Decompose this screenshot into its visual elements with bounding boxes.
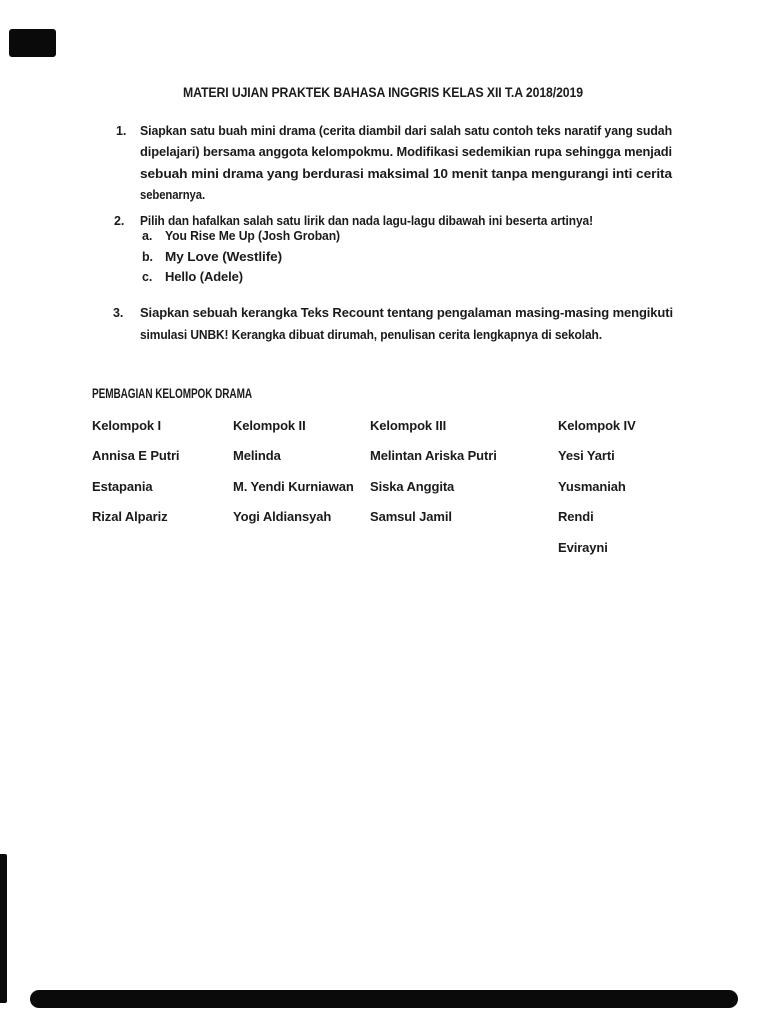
group-3-header: Kelompok III [370, 418, 447, 433]
list-item-1-line-2: dipelajari) bersama anggota kelompokmu. Modifikasi sedemikian rupa sehingga menjadi [140, 145, 672, 160]
group-2-header: Kelompok II [233, 418, 306, 433]
song-item-a: You Rise Me Up (Josh Groban) [165, 229, 341, 243]
group-1-member-2: Estapania [92, 479, 153, 494]
group-1-member-3: Rizal Alpariz [92, 509, 168, 524]
group-1-header: Kelompok I [92, 418, 162, 433]
list-item-3 [140, 303, 673, 347]
list-number-3: 3. [113, 306, 124, 320]
list-item-3-line-2: simulasi UNBK! Kerangka dibuat dirumah, penulisan cerita lengkapnya di sekolah. [140, 327, 603, 342]
group-4-member-4: Evirayni [558, 540, 608, 555]
list-number-2: 2. [114, 214, 125, 228]
group-4-member-2: Yusmaniah [558, 479, 626, 494]
group-4-header: Kelompok IV [558, 418, 636, 433]
song-item-b: My Love (Westlife) [165, 249, 283, 264]
list-item-1-line-1: Siapkan satu buah mini drama (cerita diambil dari salah satu contoh teks naratif yang sudah [140, 124, 673, 138]
list-item-1-line-4: sebenarnya. [140, 187, 205, 202]
list-item-3-line-1: Siapkan sebuah kerangka Teks Recount tentang pengalaman masing-masing mengikuti [140, 306, 673, 320]
groups-heading: PEMBAGIAN KELOMPOK DRAMA [92, 386, 252, 401]
list-item-1 [140, 121, 679, 206]
list-number-1: 1. [116, 124, 127, 138]
group-2-member-1: Melinda [233, 448, 281, 463]
group-1-member-1: Annisa E Putri [92, 448, 180, 463]
group-3-member-3: Samsul Jamil [370, 509, 452, 524]
document-title [183, 82, 624, 103]
group-4-member-3: Rendi [558, 509, 594, 524]
scan-artifact-left-edge [0, 854, 7, 1003]
list-item-1-line-3: sebuah mini drama yang berdurasi maksimal 10 menit tanpa mengurangi inti cerita [140, 166, 673, 181]
list-item-2-line-1: Pilih dan hafalkan salah satu lirik dan nada lagu-lagu dibawah ini beserta artinya! [140, 214, 593, 228]
song-item-c: Hello (Adele) [165, 270, 244, 284]
group-3-member-1: Melintan Ariska Putri [370, 448, 497, 463]
scan-artifact-top-left [9, 29, 56, 57]
song-letter-b: b. [142, 249, 153, 264]
document-title-text: MATERI UJIAN PRAKTEK BAHASA INGGRIS KELAS XII T.A 2018/2019 [183, 85, 583, 100]
song-list [165, 226, 345, 288]
song-letter-c: c. [142, 270, 153, 284]
song-letter-a: a. [142, 229, 153, 243]
group-2-member-2: M. Yendi Kurniawan [233, 479, 354, 494]
song-list-letters [142, 226, 153, 288]
scan-artifact-bottom-bar [30, 990, 738, 1008]
group-4-member-1: Yesi Yarti [558, 448, 615, 463]
group-3-member-2: Siska Anggita [370, 479, 455, 494]
group-2-member-3: Yogi Aldiansyah [233, 509, 332, 524]
